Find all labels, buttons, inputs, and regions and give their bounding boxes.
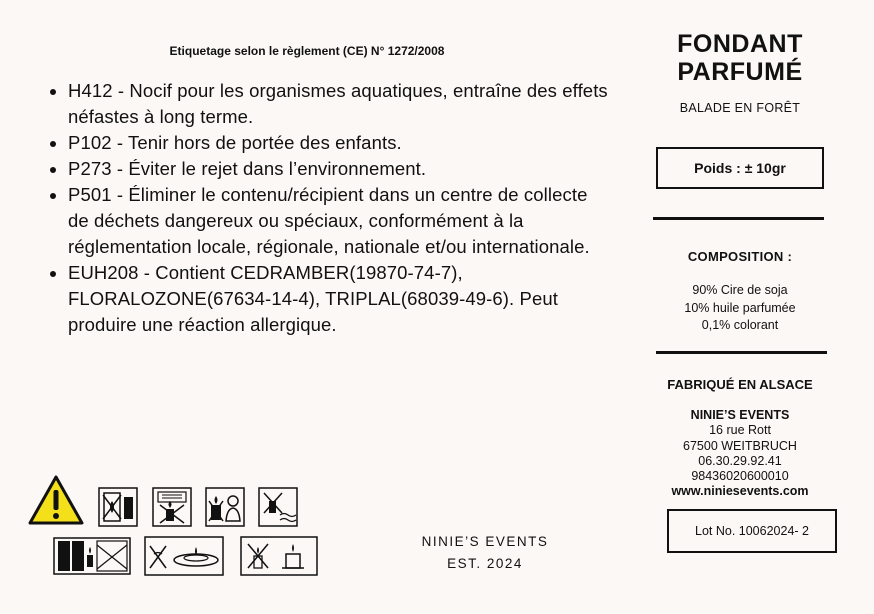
manufacturer-website[interactable]: www.niniesevents.com [671, 484, 809, 499]
hazard-statement: • EUH208 - Contient CEDRAMBER(19870-74-7), FLORALOZONE(67634-14-4), TRIPLAL(68039-49-6). Peut produire une réaction allergique. [68, 260, 608, 338]
door-fire-hazard-icon [98, 487, 138, 527]
composition-item: 10% huile parfumée [684, 300, 796, 315]
manufacturer-name: NINIE’S EVENTS [690, 408, 790, 422]
hazard-statement: • P102 - Tenir hors de portée des enfants. [68, 130, 608, 156]
brand-name: NINIE’S EVENTS [421, 534, 549, 549]
hazard-statement-list [50, 78, 608, 338]
hazard-statement: • P501 - Éliminer le contenu/récipient dans un centre de collecte de déchets dangereux ou spéciaux, conformément à la réglementation locale, régionale, nationale et/ou internationale. [68, 182, 608, 260]
composition-heading: COMPOSITION : [687, 249, 793, 264]
manufacturer-siret: 98436020600010 [691, 469, 789, 484]
manufacturer-street: 16 rue Rott [709, 423, 771, 438]
divider [653, 217, 824, 220]
regulation-heading: Etiquetage selon le règlement (CE) N° 1272/2008 [169, 44, 445, 58]
brand-footer [385, 531, 585, 575]
product-title-line2: PARFUMÉ [677, 58, 803, 86]
manufacturer-city: 67500 WEITBRUCH [683, 438, 797, 453]
lot-number-box [667, 509, 837, 553]
weight-label: Poids : ± 10gr [694, 160, 786, 176]
manufacturer-block [630, 408, 850, 500]
divider [656, 351, 827, 354]
no-draft-icon [258, 487, 298, 527]
keep-away-from-children-icon [205, 487, 245, 527]
composition-list [630, 282, 850, 335]
product-title-line1: FONDANT [677, 30, 803, 58]
no-candle-near-curtain-icon [152, 487, 192, 527]
composition-item: 90% Cire de soja [692, 283, 788, 297]
use-heat-resistant-holder-icon [240, 536, 318, 576]
brand-est: EST. 2024 [447, 556, 523, 571]
composition-item: 0,1% colorant [701, 318, 779, 332]
made-in-heading: FABRIQUÉ EN ALSACE [667, 377, 813, 392]
hazard-statement: • H412 - Nocif pour les organismes aquatiques, entraîne des effets néfastes à long terme. [68, 78, 608, 130]
scent-name: BALADE EN FORÊT [679, 101, 801, 115]
weight-box [656, 147, 824, 189]
hazard-statement: • P273 - Éviter le rejet dans l’environnement. [68, 156, 608, 182]
no-candle-in-window-icon [53, 537, 131, 575]
no-burning-near-fragrance-icon [144, 536, 224, 576]
warning-triangle-icon [27, 474, 85, 526]
lot-number: Lot No. 10062024- 2 [695, 524, 809, 538]
manufacturer-phone: 06.30.29.92.41 [698, 453, 782, 468]
product-title [630, 30, 850, 86]
